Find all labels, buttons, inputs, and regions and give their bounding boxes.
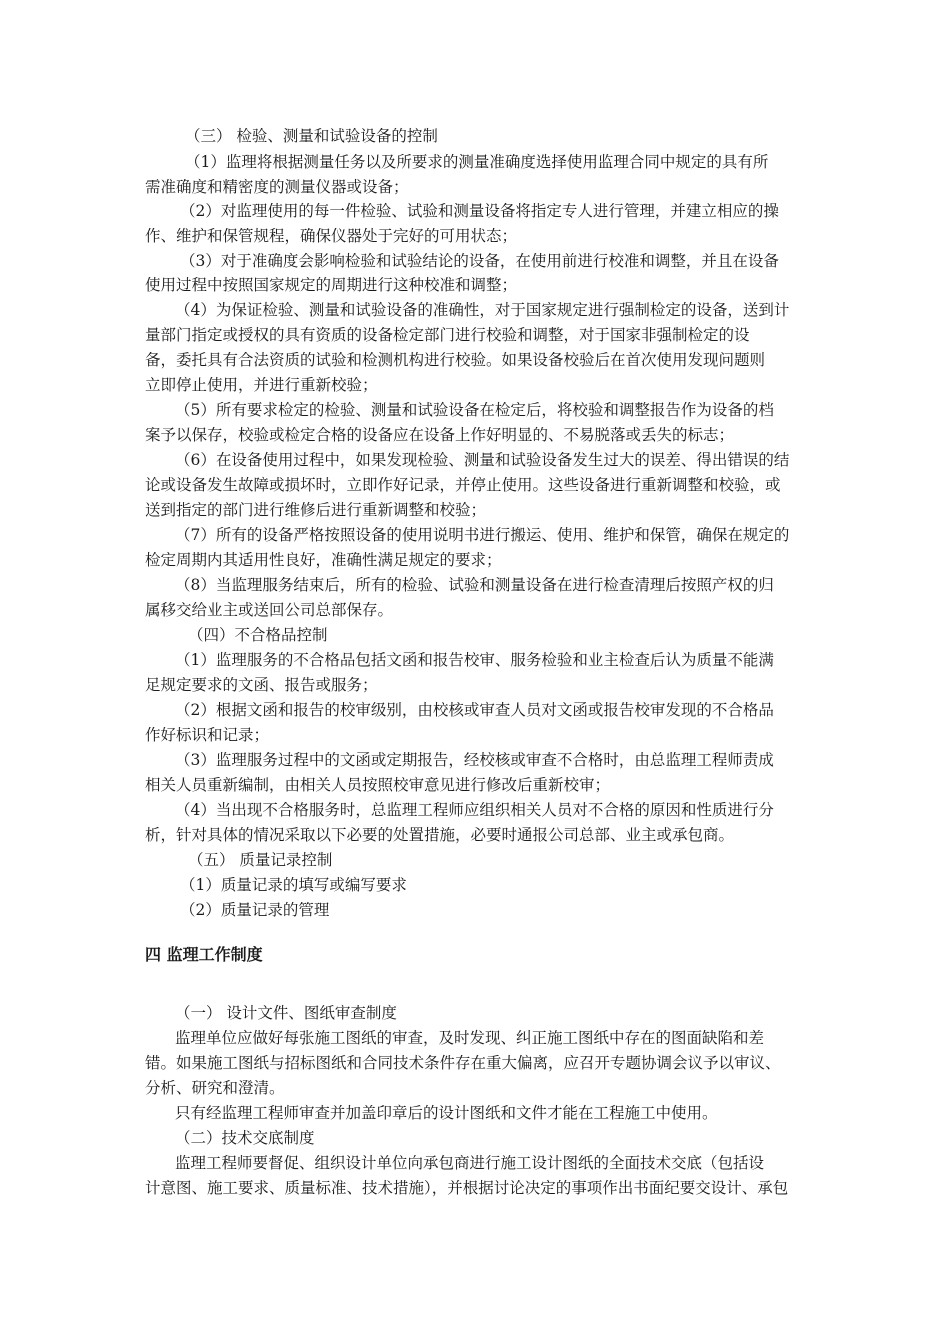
section-4-para-2-line-2: 作好标识和记录； <box>145 726 270 744</box>
chapter-4-section-1-para-1-line-3: 分析、研究和澄清。 <box>145 1079 285 1097</box>
section-5-item-1: （1）质量记录的填写或编写要求 <box>180 876 407 894</box>
chapter-4-heading: 四 监理工作制度 <box>145 945 263 964</box>
section-3-para-4-line-2: 量部门指定或授权的具有资质的设备检定部门进行校验和调整，对于国家非强制检定的设 <box>145 326 750 344</box>
section-4-para-3-line-2: 相关人员重新编制，由相关人员按照校审意见进行修改后重新校审； <box>145 776 611 794</box>
chapter-4-section-2-title: （二）技术交底制度 <box>175 1129 315 1147</box>
section-3-para-4-line-4: 立即停止使用，并进行重新校验； <box>145 376 378 394</box>
section-3-para-4-line-3: 备，委托具有合法资质的试验和检测机构进行校验。如果设备校验后在首次使用发现问题则 <box>145 351 766 369</box>
section-5-item-2: （2）质量记录的管理 <box>180 901 330 919</box>
section-3-para-7-line-2: 检定周期内其适用性良好，准确性满足规定的要求； <box>145 551 502 569</box>
section-4-para-2-line-1: （2）根据文函和报告的校审级别，由校核或审查人员对文函或报告校审发现的不合格品 <box>175 701 774 719</box>
section-3-para-3-line-2: 使用过程中按照国家规定的周期进行这种校准和调整； <box>145 276 518 294</box>
section-3-para-6-line-2: 论或设备发生故障或损坏时，立即作好记录，并停止使用。这些设备进行重新调整和校验，或 <box>145 476 781 494</box>
section-4-title: （四）不合格品控制 <box>188 626 328 644</box>
section-5-title: （五） 质量记录控制 <box>188 851 333 869</box>
section-3-para-2-line-1: （2）对监理使用的每一件检验、试验和测量设备将指定专人进行管理，并建立相应的操 <box>180 202 779 220</box>
section-3-para-5-line-1: （5）所有要求检定的检验、测量和试验设备在检定后，将校验和调整报告作为设备的档 <box>175 401 774 419</box>
section-3-para-6-line-1: （6）在设备使用过程中，如果发现检验、测量和试验设备发生过大的误差、得出错误的结 <box>175 451 790 469</box>
section-3-para-8-line-1: （8）当监理服务结束后，所有的检验、试验和测量设备在进行检查清理后按照产权的归 <box>175 576 774 594</box>
chapter-4-section-1-para-1-line-2: 错。如果施工图纸与招标图纸和合同技术条件存在重大偏离，应召开专题协调会议予以审议、 <box>145 1054 781 1072</box>
section-3-para-4-line-1: （4）为保证检验、测量和试验设备的准确性，对于国家规定进行强制检定的设备，送到计 <box>175 301 790 319</box>
section-3-para-1-line-1: （1）监理将根据测量任务以及所要求的测量准确度选择使用监理合同中规定的具有所 <box>185 153 769 171</box>
section-3-title: （三） 检验、测量和试验设备的控制 <box>185 127 438 145</box>
section-4-para-4-line-2: 析，针对具体的情况采取以下必要的处置措施，必要时通报公司总部、业主或承包商。 <box>145 826 735 844</box>
section-3-para-7-line-1: （7）所有的设备严格按照设备的使用说明书进行搬运、使用、维护和保管，确保在规定的 <box>175 526 790 544</box>
section-4-para-1-line-2: 足规定要求的文函、报告或服务； <box>145 676 378 694</box>
section-3-para-3-line-1: （3）对于准确度会影响检验和试验结论的设备，在使用前进行校准和调整，并且在设备 <box>180 252 779 270</box>
section-4-para-4-line-1: （4）当出现不合格服务时，总监理工程师应组织相关人员对不合格的原因和性质进行分 <box>175 801 774 819</box>
section-3-para-8-line-2: 属移交给业主或送回公司总部保存。 <box>145 601 394 619</box>
chapter-4-section-2-para-1-line-2: 计意图、施工要求、质量标准、技术措施），并根据讨论决定的事项作出书面纪要交设计、承包 <box>145 1179 789 1197</box>
chapter-4-section-1-para-1-line-1: 监理单位应做好每张施工图纸的审查，及时发现、纠正施工图纸中存在的图面缺陷和差 <box>175 1029 765 1047</box>
section-4-para-1-line-1: （1）监理服务的不合格品包括文函和报告校审、服务检验和业主检查后认为质量不能满 <box>175 651 774 669</box>
chapter-4-section-2-para-1-line-1: 监理工程师要督促、组织设计单位向承包商进行施工设计图纸的全面技术交底（包括设 <box>175 1154 765 1172</box>
section-3-para-5-line-2: 案予以保存，校验或检定合格的设备应在设备上作好明显的、不易脱落或丢失的标志； <box>145 426 735 444</box>
section-3-para-2-line-2: 作、维护和保管规程，确保仪器处于完好的可用状态； <box>145 227 518 245</box>
chapter-4-section-1-para-2: 只有经监理工程师审查并加盖印章后的设计图纸和文件才能在工程施工中使用。 <box>175 1104 718 1122</box>
section-3-para-6-line-3: 送到指定的部门进行维修后进行重新调整和校验； <box>145 501 487 519</box>
section-4-para-3-line-1: （3）监理服务过程中的文函或定期报告，经校核或审查不合格时，由总监理工程师责成 <box>175 751 774 769</box>
section-3-para-1-line-2: 需准确度和精密度的测量仪器或设备； <box>145 178 409 196</box>
chapter-4-section-1-title: （一） 设计文件、图纸审查制度 <box>175 1004 397 1022</box>
